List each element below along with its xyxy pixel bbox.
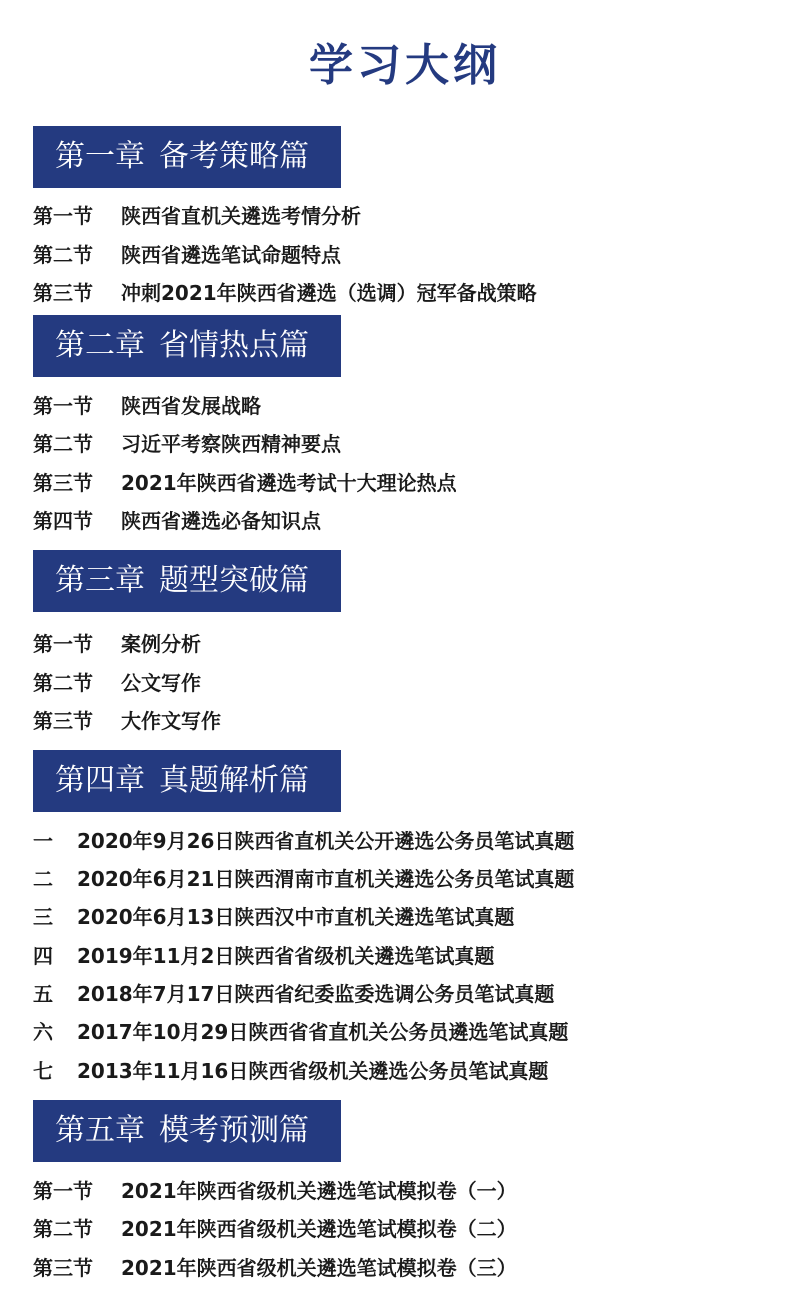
item-label: 七 — [33, 1059, 53, 1083]
item-label: 第三节 — [33, 709, 93, 733]
item-text: 陕西省遴选必备知识点 — [121, 509, 321, 533]
item-label: 第三节 — [33, 281, 93, 305]
item-text: 陕西省遴选笔试命题特点 — [121, 243, 341, 267]
item-label: 二 — [33, 867, 53, 891]
chapter-number: 第三章 — [55, 563, 145, 598]
list-item — [33, 464, 457, 502]
list-item — [33, 822, 574, 860]
item-text: 案例分析 — [121, 632, 201, 656]
list-item — [33, 274, 537, 312]
chapter-number: 第五章 — [55, 1113, 145, 1148]
chapter-1-header — [33, 126, 341, 188]
item-text: 大作文写作 — [121, 709, 221, 733]
item-text: 2018年7月17日陕西省纪委监委选调公务员笔试真题 — [77, 982, 555, 1006]
item-text: 2021年陕西省级机关遴选笔试模拟卷（一） — [121, 1179, 517, 1203]
item-text: 陕西省发展战略 — [121, 394, 261, 418]
item-label: 一 — [33, 829, 53, 853]
list-item — [33, 937, 494, 975]
chapter-5-header — [33, 1100, 341, 1162]
chapter-name: 模考预测篇 — [159, 1113, 309, 1148]
item-text: 习近平考察陕西精神要点 — [121, 432, 341, 456]
list-item — [33, 197, 361, 235]
list-item — [33, 1249, 517, 1287]
item-label: 第二节 — [33, 1217, 93, 1241]
item-label: 第三节 — [33, 471, 93, 495]
list-item — [33, 502, 321, 540]
chapter-name: 真题解析篇 — [159, 763, 309, 798]
chapter-3-header — [33, 550, 341, 612]
list-item — [33, 898, 514, 936]
item-label: 六 — [33, 1020, 53, 1044]
list-item — [33, 1172, 517, 1210]
list-item — [33, 425, 341, 463]
chapter-number: 第二章 — [55, 328, 145, 363]
item-label: 三 — [33, 905, 53, 929]
list-item — [33, 860, 574, 898]
chapter-4-header — [33, 750, 341, 812]
item-label: 第一节 — [33, 1179, 93, 1203]
list-item — [33, 975, 554, 1013]
chapter-name: 题型突破篇 — [159, 563, 309, 598]
item-label: 第四节 — [33, 509, 93, 533]
item-text: 公文写作 — [121, 671, 201, 695]
item-text: 冲刺2021年陕西省遴选（选调）冠军备战策略 — [121, 281, 537, 305]
chapter-number: 第一章 — [55, 139, 145, 174]
chapter-2-header — [33, 315, 341, 377]
chapter-name: 省情热点篇 — [159, 328, 309, 363]
list-item — [33, 1052, 548, 1090]
item-label: 四 — [33, 944, 53, 968]
item-label: 第二节 — [33, 243, 93, 267]
list-item — [33, 702, 221, 740]
item-text: 2021年陕西省级机关遴选笔试模拟卷（三） — [121, 1256, 517, 1280]
item-text: 陕西省直机关遴选考情分析 — [121, 204, 361, 228]
item-text: 2019年11月2日陕西省省级机关遴选笔试真题 — [77, 944, 495, 968]
item-text: 2021年陕西省级机关遴选笔试模拟卷（二） — [121, 1217, 517, 1241]
item-label: 第二节 — [33, 432, 93, 456]
item-label: 第一节 — [33, 394, 93, 418]
chapter-number: 第四章 — [55, 763, 145, 798]
item-label: 五 — [33, 982, 53, 1006]
item-label: 第二节 — [33, 671, 93, 695]
item-label: 第一节 — [33, 204, 93, 228]
item-label: 第三节 — [33, 1256, 93, 1280]
item-label: 第一节 — [33, 632, 93, 656]
item-text: 2013年11月16日陕西省级机关遴选公务员笔试真题 — [77, 1059, 549, 1083]
item-text: 2021年陕西省遴选考试十大理论热点 — [121, 471, 457, 495]
item-text: 2017年10月29日陕西省省直机关公务员遴选笔试真题 — [77, 1020, 569, 1044]
page-title: 学习大纲 — [309, 40, 501, 91]
list-item — [33, 625, 201, 663]
item-text: 2020年6月21日陕西渭南市直机关遴选公务员笔试真题 — [77, 867, 575, 891]
list-item — [33, 387, 261, 425]
item-text: 2020年9月26日陕西省直机关公开遴选公务员笔试真题 — [77, 829, 575, 853]
list-item — [33, 1210, 517, 1248]
item-text: 2020年6月13日陕西汉中市直机关遴选笔试真题 — [77, 905, 515, 929]
list-item — [33, 1013, 568, 1051]
list-item — [33, 664, 201, 702]
list-item — [33, 236, 341, 274]
chapter-name: 备考策略篇 — [159, 139, 309, 174]
